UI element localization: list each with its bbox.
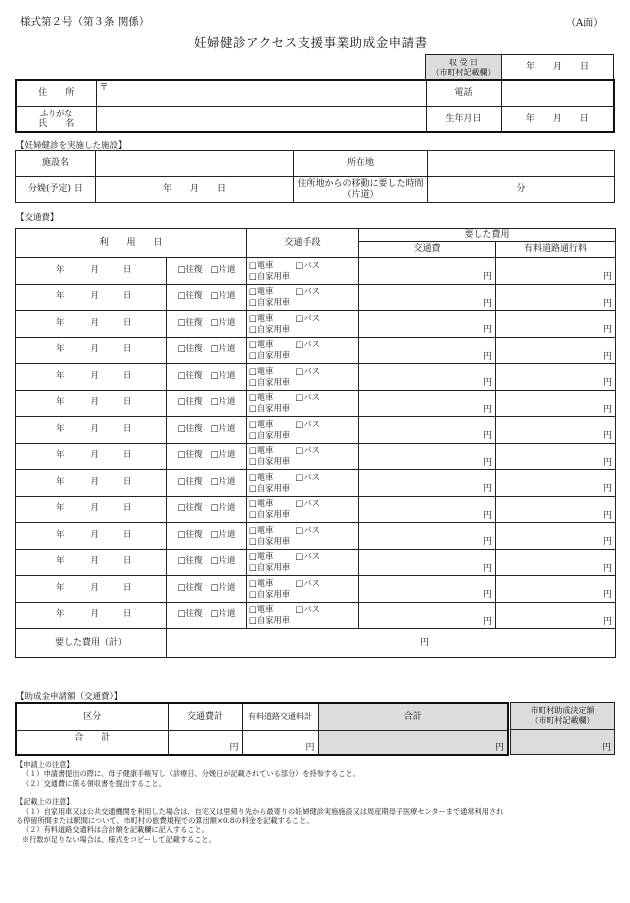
transport-row — [16, 602, 616, 629]
day-label: 日 — [123, 450, 132, 461]
decision-label-line1: 市町村助成決定額 — [530, 706, 595, 715]
usage-date-field[interactable] — [16, 284, 167, 311]
transport-table — [15, 228, 616, 658]
month-label: 月 — [90, 397, 100, 408]
car-checkbox[interactable]: □自家用車 — [249, 429, 291, 440]
decision-field[interactable] — [511, 730, 615, 755]
bus-checkbox[interactable]: □バス — [295, 418, 320, 429]
transport-mode-field — [247, 364, 359, 391]
travel-time-label: 住所地からの移動に要した時間（片道） — [294, 177, 428, 203]
transport-mode-field — [247, 417, 359, 444]
yen-label: 円 — [483, 537, 493, 548]
toll-field[interactable] — [496, 443, 616, 470]
yen-label: 円 — [483, 272, 493, 283]
fare-field[interactable] — [359, 443, 496, 470]
trip-type-field — [167, 284, 247, 311]
transport-mode-field — [247, 496, 359, 523]
yen-label: 円 — [603, 590, 613, 601]
year-label: 年 — [56, 503, 65, 514]
yen-label: 円 — [601, 742, 611, 753]
col-transport: 交通手段 — [247, 229, 359, 258]
round-trip-checkbox[interactable]: □往復 — [177, 291, 203, 302]
year-label: 年 — [56, 317, 65, 328]
address-label: 住 所 — [16, 80, 96, 106]
applicant-box — [15, 79, 615, 133]
col-toll: 有料道路通行料 — [496, 242, 616, 258]
bus-checkbox[interactable]: □バス — [295, 471, 320, 482]
fare-field[interactable] — [359, 417, 496, 444]
subsidy-col-category: 区分 — [16, 703, 168, 730]
trip-type-field — [167, 311, 247, 338]
toll-field[interactable] — [496, 549, 616, 576]
trip-type-field — [167, 523, 247, 550]
subsidy-heading: 【助成金申請額（交通費）】 — [16, 692, 123, 702]
receipt-label-line2: （市町村記載欄） — [431, 67, 496, 77]
car-checkbox[interactable]: □自家用車 — [249, 323, 291, 334]
facility-name-field[interactable] — [96, 151, 294, 177]
transport-heading: 【交通費】 — [16, 213, 59, 223]
year-label: 年 — [56, 397, 65, 408]
month-label: 月 — [90, 609, 100, 620]
trip-type-field — [167, 470, 247, 497]
month-label: 月 — [90, 556, 100, 567]
day-label: 日 — [123, 609, 132, 620]
round-trip-checkbox[interactable]: □往復 — [177, 609, 203, 620]
total-cost-label: 要した費用（計） — [16, 629, 167, 658]
fare-field[interactable] — [359, 311, 496, 338]
train-checkbox[interactable]: □電車 — [249, 392, 274, 403]
day-label: 日 — [123, 582, 132, 593]
minutes-unit: 分 — [516, 184, 526, 195]
round-trip-checkbox[interactable]: □往復 — [177, 503, 203, 514]
year-label: 年 — [56, 476, 65, 487]
year-label: 年 — [56, 264, 65, 275]
month-label: 月 — [90, 264, 100, 275]
transport-mode-field — [247, 258, 359, 285]
bus-checkbox[interactable]: □バス — [295, 498, 320, 509]
subsidy-toll-total-field[interactable] — [242, 730, 318, 755]
year-label: 年 — [56, 582, 65, 593]
round-trip-checkbox[interactable]: □往復 — [177, 450, 203, 461]
subsidy-row-label: 合 計 — [16, 730, 168, 755]
trip-type-field — [167, 443, 247, 470]
car-checkbox[interactable]: □自家用車 — [249, 615, 291, 626]
car-checkbox[interactable]: □自家用車 — [249, 535, 291, 546]
fare-field[interactable] — [359, 258, 496, 285]
train-checkbox[interactable]: □電車 — [249, 445, 274, 456]
name-label-text: 氏 名 — [38, 118, 75, 129]
car-checkbox[interactable]: □自家用車 — [249, 509, 291, 520]
toll-field[interactable] — [496, 496, 616, 523]
subsidy-fare-total-field[interactable] — [168, 730, 242, 755]
phone-label: 電話 — [426, 80, 501, 106]
yen-label: 円 — [603, 431, 613, 442]
train-checkbox[interactable]: □電車 — [249, 312, 274, 323]
year-label: 年 — [56, 370, 65, 381]
usage-date-field[interactable] — [16, 549, 167, 576]
subsidy-col-toll-total: 有料道路交通料計 — [242, 703, 318, 730]
subsidy-col-sum: 合計 — [318, 703, 508, 730]
transport-row — [16, 390, 616, 417]
one-way-checkbox[interactable]: □片道 — [210, 450, 236, 461]
train-checkbox[interactable]: □電車 — [249, 339, 274, 350]
transport-mode-field — [247, 337, 359, 364]
train-checkbox[interactable]: □電車 — [249, 498, 274, 509]
entry-note-item: ※行数が足りない場合は、様式をコピーして記載すること。 — [22, 834, 216, 844]
fare-field[interactable] — [359, 549, 496, 576]
furigana-label: ふりがな — [40, 108, 73, 118]
toll-field[interactable] — [496, 337, 616, 364]
yen-label: 円 — [603, 272, 613, 283]
yen-label: 円 — [494, 742, 504, 753]
yen-label: 円 — [483, 457, 493, 468]
receipt-label — [426, 55, 502, 81]
usage-date-field[interactable] — [16, 337, 167, 364]
yen-label: 円 — [483, 298, 493, 309]
fare-field[interactable] — [359, 523, 496, 550]
day-label: 日 — [123, 397, 132, 408]
usage-date-field[interactable] — [16, 602, 167, 629]
side-label: （A面） — [566, 18, 604, 29]
year-label: 年 — [56, 556, 65, 567]
transport-row — [16, 576, 616, 603]
postal-mark: 〒 — [99, 83, 109, 93]
fare-field[interactable] — [359, 284, 496, 311]
round-trip-checkbox[interactable]: □往復 — [177, 370, 203, 381]
facility-name-label: 施設名 — [16, 151, 96, 177]
usage-date-field[interactable] — [16, 311, 167, 338]
month-label: 月 — [90, 370, 100, 381]
application-note-item: （２）交通費に係る領収書を提出すること。 — [22, 778, 166, 788]
fare-field[interactable] — [359, 602, 496, 629]
yen-label: 円 — [483, 351, 493, 362]
train-checkbox[interactable]: □電車 — [249, 471, 274, 482]
name-label — [16, 106, 96, 132]
delivery-label: 分娩(予定) 日 — [16, 177, 96, 203]
train-checkbox[interactable]: □電車 — [249, 418, 274, 429]
transport-mode-field — [247, 549, 359, 576]
fare-field[interactable] — [359, 337, 496, 364]
day-label: 日 — [123, 344, 132, 355]
trip-type-field — [167, 602, 247, 629]
transport-row — [16, 496, 616, 523]
transport-mode-field — [247, 390, 359, 417]
usage-date-field[interactable] — [16, 576, 167, 603]
transport-row — [16, 443, 616, 470]
day-label: 日 — [123, 317, 132, 328]
usage-date-field[interactable] — [16, 470, 167, 497]
one-way-checkbox[interactable]: □片道 — [210, 370, 236, 381]
month-label: 月 — [90, 529, 100, 540]
one-way-checkbox[interactable]: □片道 — [210, 529, 236, 540]
delivery-date-field[interactable]: 年 月 日 — [96, 177, 294, 203]
transport-mode-field — [247, 284, 359, 311]
yen-label: 円 — [603, 616, 613, 627]
transport-row — [16, 258, 616, 285]
yen-label: 円 — [603, 378, 613, 389]
usage-date-field[interactable] — [16, 443, 167, 470]
one-way-checkbox[interactable]: □片道 — [210, 503, 236, 514]
name-field[interactable] — [96, 106, 426, 132]
usage-date-field[interactable] — [16, 417, 167, 444]
bus-checkbox[interactable]: □バス — [295, 339, 320, 350]
month-label: 月 — [90, 344, 100, 355]
entry-note-item: （１）自家用車又は公共交通機関を利用した場合は、自宅又は里帰り先から最寄りの妊婦健診実施施設又は周産期母子医療センターまで通常利用され — [22, 806, 504, 816]
one-way-checkbox[interactable]: □片道 — [210, 344, 236, 355]
round-trip-checkbox[interactable]: □往復 — [177, 582, 203, 593]
yen-label: 円 — [603, 484, 613, 495]
location-field[interactable] — [428, 151, 615, 177]
year-label: 年 — [56, 609, 65, 620]
month-label: 月 — [90, 423, 100, 434]
day-label: 日 — [123, 556, 132, 567]
decision-label — [511, 703, 615, 730]
trip-type-field — [167, 549, 247, 576]
one-way-checkbox[interactable]: □片道 — [210, 397, 236, 408]
trip-type-field — [167, 337, 247, 364]
fare-field[interactable] — [359, 390, 496, 417]
yen-label: 円 — [603, 563, 613, 574]
address-field[interactable] — [96, 80, 426, 106]
round-trip-checkbox[interactable]: □往復 — [177, 476, 203, 487]
toll-field[interactable] — [496, 364, 616, 391]
car-checkbox[interactable]: □自家用車 — [249, 482, 291, 493]
year-label: 年 — [56, 344, 65, 355]
bus-checkbox[interactable]: □バス — [295, 286, 320, 297]
yen-label: 円 — [483, 431, 493, 442]
yen-label: 円 — [229, 742, 239, 753]
day-label: 日 — [123, 370, 132, 381]
one-way-checkbox[interactable]: □片道 — [210, 423, 236, 434]
yen-label: 円 — [603, 510, 613, 521]
yen-label: 円 — [483, 484, 493, 495]
yen-label: 円 — [483, 510, 493, 521]
toll-field[interactable] — [496, 311, 616, 338]
transport-row — [16, 523, 616, 550]
toll-field[interactable] — [496, 258, 616, 285]
car-checkbox[interactable]: □自家用車 — [249, 562, 291, 573]
transport-mode-field — [247, 470, 359, 497]
train-checkbox[interactable]: □電車 — [249, 577, 274, 588]
usage-date-field[interactable] — [16, 364, 167, 391]
usage-date-field[interactable] — [16, 496, 167, 523]
yen-label: 円 — [483, 563, 493, 574]
transport-row — [16, 549, 616, 576]
form-number: 様式第２号（第３条 関係） — [20, 16, 150, 28]
one-way-checkbox[interactable]: □片道 — [210, 291, 236, 302]
yen-label: 円 — [483, 404, 493, 415]
car-checkbox[interactable]: □自家用車 — [249, 403, 291, 414]
bus-checkbox[interactable]: □バス — [295, 259, 320, 270]
car-checkbox[interactable]: □自家用車 — [249, 270, 291, 281]
bus-checkbox[interactable]: □バス — [295, 392, 320, 403]
round-trip-checkbox[interactable]: □往復 — [177, 529, 203, 540]
usage-date-field[interactable] — [16, 390, 167, 417]
month-label: 月 — [90, 317, 100, 328]
round-trip-checkbox[interactable]: □往復 — [177, 317, 203, 328]
round-trip-checkbox[interactable]: □往復 — [177, 264, 203, 275]
toll-field[interactable] — [496, 602, 616, 629]
yen-label: 円 — [603, 351, 613, 362]
entry-notes-heading: 【記載上の注意】 — [16, 797, 74, 807]
birthdate-field[interactable]: 年 月 日 — [501, 106, 614, 132]
car-checkbox[interactable]: □自家用車 — [249, 588, 291, 599]
trip-type-field — [167, 576, 247, 603]
train-checkbox[interactable]: □電車 — [249, 286, 274, 297]
trip-type-field — [167, 258, 247, 285]
year-label: 年 — [56, 291, 65, 302]
bus-checkbox[interactable]: □バス — [295, 604, 320, 615]
transport-row — [16, 417, 616, 444]
one-way-checkbox[interactable]: □片道 — [210, 264, 236, 275]
notes — [16, 760, 616, 844]
bus-checkbox[interactable]: □バス — [295, 577, 320, 588]
round-trip-checkbox[interactable]: □往復 — [177, 344, 203, 355]
toll-field[interactable] — [496, 576, 616, 603]
yen-label: 円 — [305, 742, 315, 753]
fare-field[interactable] — [359, 364, 496, 391]
car-checkbox[interactable]: □自家用車 — [249, 456, 291, 467]
fare-field[interactable] — [359, 496, 496, 523]
bus-checkbox[interactable]: □バス — [295, 551, 320, 562]
day-label: 日 — [123, 423, 132, 434]
car-checkbox[interactable]: □自家用車 — [249, 376, 291, 387]
day-label: 日 — [123, 476, 132, 487]
month-label: 月 — [90, 476, 100, 487]
transport-row — [16, 470, 616, 497]
one-way-checkbox[interactable]: □片道 — [210, 556, 236, 567]
decision-table — [510, 702, 615, 755]
one-way-checkbox[interactable]: □片道 — [210, 476, 236, 487]
train-checkbox[interactable]: □電車 — [249, 551, 274, 562]
trip-type-field — [167, 390, 247, 417]
subsidy-table — [15, 702, 509, 756]
usage-date-field[interactable] — [16, 258, 167, 285]
one-way-checkbox[interactable]: □片道 — [210, 609, 236, 620]
col-required-cost: 要した費用 — [359, 229, 616, 242]
yen-label: 円 — [603, 537, 613, 548]
round-trip-checkbox[interactable]: □往復 — [177, 556, 203, 567]
month-label: 月 — [90, 450, 100, 461]
round-trip-checkbox[interactable]: □往復 — [177, 423, 203, 434]
fare-field[interactable] — [359, 576, 496, 603]
usage-date-field[interactable] — [16, 523, 167, 550]
trip-type-field — [167, 417, 247, 444]
yen-label: 円 — [483, 325, 493, 336]
bus-checkbox[interactable]: □バス — [295, 312, 320, 323]
train-checkbox[interactable]: □電車 — [249, 365, 274, 376]
receipt-box — [425, 54, 614, 81]
toll-field[interactable] — [496, 523, 616, 550]
phone-field[interactable] — [501, 80, 614, 106]
entry-note-item: る停留所間または駅間について、市町村の旅費規程での算出額×0.8の料金を記載すること。 — [16, 816, 314, 826]
receipt-label-line1: 収 受 日 — [448, 57, 479, 67]
col-fare: 交通費 — [359, 242, 496, 258]
entry-note-item: （２）有料道路交通料は合計額を記載欄に記入すること。 — [22, 825, 209, 835]
transport-row — [16, 337, 616, 364]
birthdate-label: 生年月日 — [426, 106, 501, 132]
day-label: 日 — [123, 529, 132, 540]
subsidy-col-fare-total: 交通費計 — [168, 703, 242, 730]
application-note-item: （１）申請書提出の際に、母子健康手帳写し（診療日、分娩日が記載されている部分）を持参すること。 — [22, 769, 360, 779]
day-label: 日 — [123, 264, 132, 275]
year-label: 年 — [56, 423, 65, 434]
bus-checkbox[interactable]: □バス — [295, 365, 320, 376]
transport-mode-field — [247, 602, 359, 629]
yen-label: 円 — [483, 616, 493, 627]
train-checkbox[interactable]: □電車 — [249, 259, 274, 270]
travel-time-field[interactable] — [428, 177, 615, 203]
bus-checkbox[interactable]: □バス — [295, 524, 320, 535]
application-notes-heading: 【申請上の注意】 — [16, 760, 74, 769]
subsidy-sum-field[interactable] — [318, 730, 508, 755]
transport-row — [16, 311, 616, 338]
yen-label: 円 — [603, 325, 613, 336]
trip-type-field — [167, 496, 247, 523]
one-way-checkbox[interactable]: □片道 — [210, 582, 236, 593]
decision-label-line2: （市町村記載欄） — [530, 716, 595, 725]
day-label: 日 — [123, 291, 132, 302]
car-checkbox[interactable]: □自家用車 — [249, 297, 291, 308]
transport-row — [16, 364, 616, 391]
yen-label: 円 — [483, 378, 493, 389]
receipt-date[interactable]: 年 月 日 — [502, 55, 614, 81]
col-usage-date: 利 用 日 — [16, 229, 247, 258]
total-cost-field[interactable] — [167, 629, 616, 658]
one-way-checkbox[interactable]: □片道 — [210, 317, 236, 328]
year-label: 年 — [56, 529, 65, 540]
month-label: 月 — [90, 291, 100, 302]
yen-label: 円 — [603, 404, 613, 415]
round-trip-checkbox[interactable]: □往復 — [177, 397, 203, 408]
toll-field[interactable] — [496, 470, 616, 497]
bus-checkbox[interactable]: □バス — [295, 445, 320, 456]
transport-row — [16, 284, 616, 311]
train-checkbox[interactable]: □電車 — [249, 524, 274, 535]
month-label: 月 — [90, 582, 100, 593]
form-title: 妊婦健診アクセス支援事業助成金申請書 — [194, 35, 428, 50]
train-checkbox[interactable]: □電車 — [249, 604, 274, 615]
yen-label: 円 — [603, 457, 613, 468]
yen-label: 円 — [483, 590, 493, 601]
fare-field[interactable] — [359, 470, 496, 497]
facility-heading: 【妊婦健診を実施した施設】 — [16, 141, 127, 151]
transport-mode-field — [247, 576, 359, 603]
facility-table — [15, 150, 615, 203]
year-label: 年 — [56, 450, 65, 461]
toll-field[interactable] — [496, 390, 616, 417]
transport-mode-field — [247, 523, 359, 550]
total-yen: 円 — [420, 637, 430, 648]
toll-field[interactable] — [496, 417, 616, 444]
yen-label: 円 — [603, 298, 613, 309]
day-label: 日 — [123, 503, 132, 514]
transport-mode-field — [247, 311, 359, 338]
trip-type-field — [167, 364, 247, 391]
transport-mode-field — [247, 443, 359, 470]
month-label: 月 — [90, 503, 100, 514]
car-checkbox[interactable]: □自家用車 — [249, 350, 291, 361]
location-label: 所在地 — [294, 151, 428, 177]
toll-field[interactable] — [496, 284, 616, 311]
